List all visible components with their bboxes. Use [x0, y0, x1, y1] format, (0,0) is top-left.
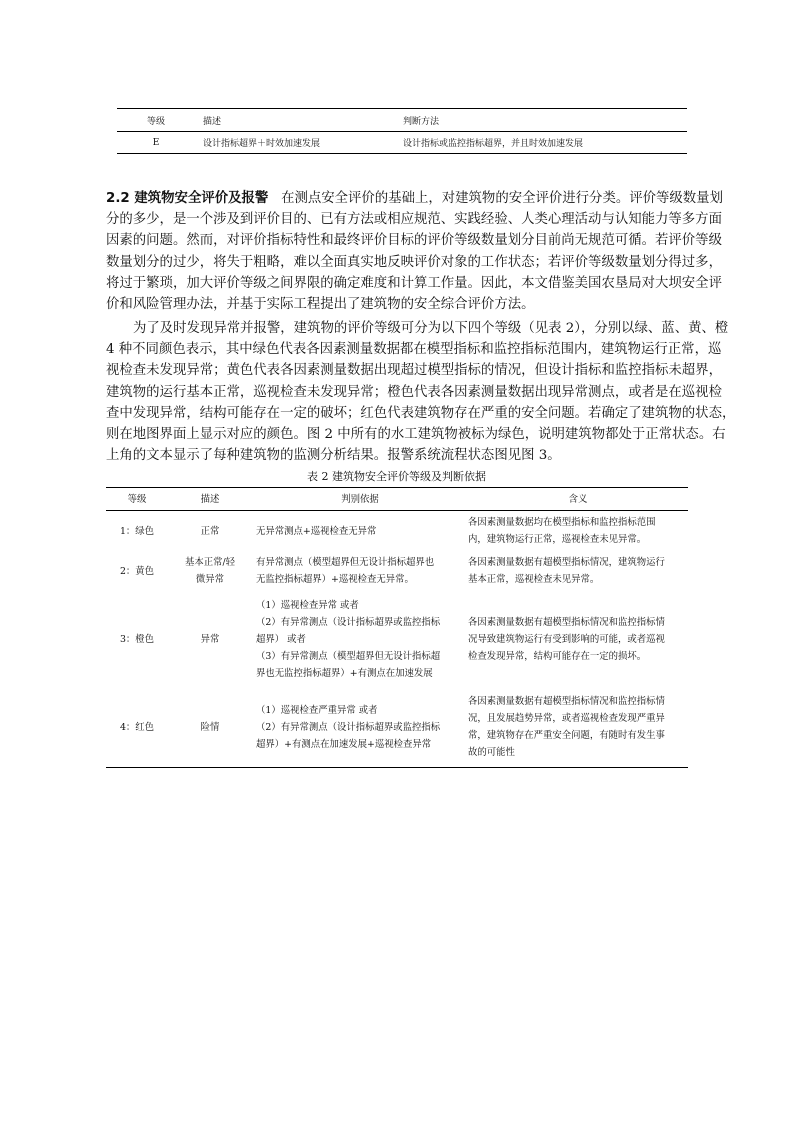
cell-basis: （1）巡视检查严重异常 或者 （2）有异常测点（设计指标超界或监控指标 超界）+有测点在加速发展+巡视检查异常 — [252, 687, 468, 768]
table-row — [106, 591, 688, 687]
table-row — [106, 511, 688, 552]
cell-basis: 无异常测点+巡视检查无异常 — [256, 525, 377, 537]
cell-description: 险情 — [168, 687, 252, 768]
cell-level: 1：绿色 — [119, 525, 155, 537]
header-level: 等级 — [106, 488, 168, 511]
cell-level: 2：黄色 — [119, 565, 155, 577]
table-row — [106, 687, 688, 768]
cell-meaning: 各因素测量数据有超模型指标情况和监控指标情 况，且发展趋势异常，或者巡视检查发现严重异 常，建筑物存在严重安全问题，有随时有发生事 故的可能性 — [468, 687, 688, 768]
table-row — [106, 551, 688, 591]
cell-meaning: 各因素测量数据均在模型指标和监控指标范围 内，建筑物运行正常，巡视检查未见异常。 — [468, 517, 656, 545]
cell-description: 正常 — [200, 525, 220, 537]
table-row — [117, 132, 687, 154]
header-description: 描述 — [168, 488, 252, 511]
header-level: 等级 — [117, 109, 195, 132]
cell-meaning: 各因素测量数据有超模型指标情况和监控指标情 况导致建筑物运行有受到影响的可能，或者巡视 检查发现异常，结构可能存在一定的损坏。 — [468, 616, 665, 662]
header-meaning: 含义 — [468, 488, 688, 511]
table-2-caption: 表 2 建筑物安全评价等级及判断依据 — [307, 470, 486, 483]
header-description: 描述 — [195, 109, 403, 132]
cell-level: E — [117, 132, 195, 154]
cell-basis: 有异常测点（模型超界但无设计指标超界也 无监控指标超界）+巡视检查无异常。 — [256, 557, 435, 585]
cell-description: 设计指标超界＋时效加速发展 — [195, 132, 403, 154]
table-header-row — [106, 488, 688, 511]
cell-method: 设计指标或监控指标超界，并且时效加速发展 — [403, 132, 687, 154]
section-paragraph-2: 为了及时发现异常并报警，建筑物的评价等级可分为以下四个等级（见表 2），分别以绿、蓝、黄、橙 4 种不同颜色表示，其中绿色代表各因素测量数据都在模型指标和监控指标范围内，建筑物运行正常，巡 视检查未发现异常；黄色代表各因素测量数据出现超过模型指标的情况，但设计指标和监控指标未超界， 建筑物的运行基本正常，巡视检查未发现异常；橙色代表各因素测量数据出现异常测点，或者是在巡视检 查中发现异常，结构可能存在一定的破坏；红色代表建筑物存在严重的安全问题。若确定了建筑物的状态， 则在地图界面上显示对应的颜色。图 2 中所有的水工建筑物被标为绿色，说明建筑物都处于正常状态。右 上角的文本显示了每种建筑物的监测分析结果。报警系统流程状态图见图 3。 — [106, 321, 736, 464]
cell-meaning: 各因素测量数据有超模型指标情况，建筑物运行 基本正常，巡视检查未见异常。 — [468, 557, 665, 585]
cell-level: 4：红色 — [106, 687, 168, 768]
section-paragraph-1: 2.2 建筑物安全评价及报警 在测点安全评价的基础上，对建筑物的安全评价进行分类。评价等级数量划 分的多少，是一个涉及到评价目的、已有方法或相应规范、实践经验、人类心理活动与认知能力等多方面 因素的问题。然而，对评价指标特性和最终评价目标的评价等级数量划分目前尚无规范可循。若评价等级 数量划分的过少，将失于粗略，难以全面真实地反映评价对象的工作状态；若评价等级数量划分得过多， 将过于繁琐，加大评价等级之间界限的确定难度和计算工作量。因此，本文借鉴美国农垦局对大坝安全评 价和风险管理办法，并基于实际工程提出了建筑物的安全综合评价方法。 — [106, 191, 723, 313]
table-1-continuation — [117, 108, 687, 154]
header-method: 判断方法 — [403, 109, 687, 132]
section-title: 2.2 建筑物安全评价及报警 — [106, 191, 269, 206]
table-2 — [106, 487, 688, 768]
table-header-row — [117, 109, 687, 132]
header-basis: 判别依据 — [252, 488, 468, 511]
cell-description: 异常 — [200, 633, 220, 645]
cell-basis: （1）巡视检查异常 或者 （2）有异常测点（设计指标超界或监控指标 超界） 或者 （3）有异常测点（模型超界但无设计指标超 界也无监控指标超界）+有测点在加速发展 — [256, 599, 441, 679]
cell-description: 基本正常/轻 微异常 — [184, 557, 236, 585]
cell-level: 3：橙色 — [119, 633, 155, 645]
